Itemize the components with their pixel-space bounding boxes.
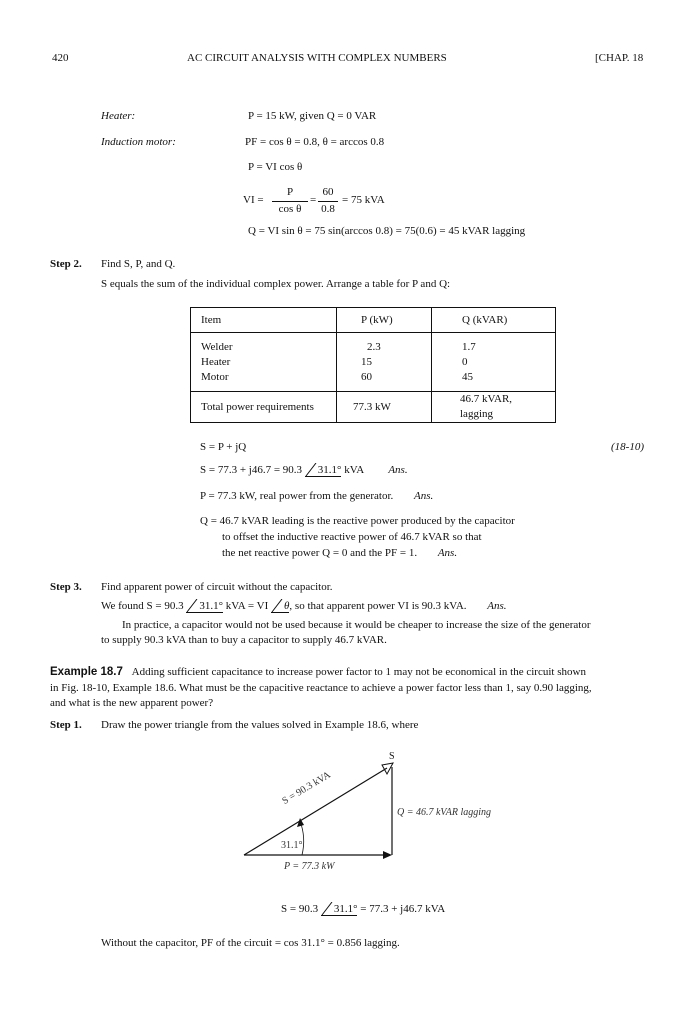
example-line-1: Example 18.7 Adding sufficient capacitance to increase power factor to 1 may not be economical in the circuit shown — [50, 666, 586, 678]
step2-desc: S equals the sum of the individual complex power. Arrange a table for P and Q: — [101, 278, 451, 290]
s-arrowhead — [382, 763, 393, 774]
row-item: Welder — [201, 341, 233, 353]
practice-line-1: In practice, a capacitor would not be used because it would be cheaper to increase the size of the generator — [122, 619, 591, 631]
step3-label: Step 3. — [50, 581, 82, 593]
motor-p-equation: P = VI cos θ — [248, 161, 303, 173]
practice-line-2: to supply 90.3 kVA than to buy a capacitor to supply 46.7 kVAR. — [101, 634, 387, 646]
col-header-q: Q (kVAR) — [432, 308, 556, 333]
example-line-2: in Fig. 18-10, Example 18.6. What must be the capacitive reactance to achieve a power factor less than 1, say 0.90 lagging, — [50, 682, 592, 694]
s-value-post: kVA — [344, 464, 364, 476]
vi-num1: P — [286, 186, 294, 198]
step2-label: Step 2. — [50, 258, 82, 270]
motor-label: Induction motor: — [101, 136, 176, 148]
equation-ref: (18-10) — [611, 441, 644, 453]
heater-equation: P = 15 kW, given Q = 0 VAR — [248, 110, 377, 122]
page-number: 420 — [52, 52, 69, 64]
running-title: AC CIRCUIT ANALYSIS WITH COMPLEX NUMBERS — [187, 52, 447, 64]
angle-label: 31.1° — [281, 840, 303, 851]
power-table — [190, 307, 556, 423]
step3-found-line: We found S = 90.3 31.1° kVA = VI θ, so that apparent power VI is 90.3 kVA. Ans. — [101, 600, 507, 612]
total-label: Total power requirements — [191, 392, 337, 423]
found-angle: 31.1° — [186, 600, 223, 613]
row-q: 1.7 — [462, 341, 476, 353]
angle-icon — [305, 463, 317, 477]
row-item: Heater — [201, 356, 231, 368]
answer-mark: Ans. — [388, 464, 408, 476]
p-arrowhead — [383, 851, 392, 859]
vi-eq: = — [310, 194, 317, 206]
step1-label: Step 1. — [50, 719, 82, 731]
final-angle: 31.1° — [321, 903, 358, 916]
step3-text: Find apparent power of circuit without the capacitor. — [101, 581, 333, 593]
row-q: 45 — [462, 371, 473, 383]
hypotenuse-label: S = 90.3 kVA — [280, 769, 333, 807]
q-side-label: Q = 46.7 kVAR lagging — [397, 807, 492, 818]
chapter-label: [CHAP. 18 — [595, 52, 644, 64]
col-header-item: Item — [191, 308, 337, 333]
power-triangle — [230, 745, 550, 880]
vi-den2: 0.8 — [321, 203, 335, 215]
step2-text: Find S, P, and Q. — [101, 258, 176, 270]
q-line-3: the net reactive power Q = 0 and the PF = 1. Ans. — [222, 547, 458, 559]
s-value-pre: S = 77.3 + j46.7 = 90.3 — [200, 464, 303, 476]
row-p: 15 — [361, 356, 372, 368]
total-q: 46.7 kVAR, lagging — [432, 392, 556, 423]
heater-label: Heater: — [101, 110, 136, 122]
vi-lhs: VI = — [243, 194, 264, 206]
angle-icon — [321, 902, 333, 916]
motor-q-equation: Q = VI sin θ = 75 sin(arccos 0.8) = 75(0.6) = 45 kVAR lagging — [248, 225, 526, 237]
vi-den1: cos θ — [278, 203, 302, 215]
found-theta-angle: θ — [271, 600, 289, 613]
vi-frac-bar1 — [272, 201, 308, 202]
answer-mark: Ans. — [437, 547, 458, 559]
p-line: P = 77.3 kW, real power from the generator. Ans. — [200, 490, 434, 502]
angle-icon — [186, 599, 198, 613]
final-s-equation: S = 90.3 31.1° = 77.3 + j46.7 kVA — [281, 903, 446, 915]
col-header-p: P (kW) — [337, 308, 432, 333]
vi-rhs: = 75 kVA — [342, 194, 385, 206]
answer-mark: Ans. — [487, 600, 507, 612]
angle-icon — [271, 599, 283, 613]
pf-line: Without the capacitor, PF of the circuit = cos 31.1° = 0.856 lagging. — [101, 937, 400, 949]
motor-pf-equation: PF = cos θ = 0.8, θ = arccos 0.8 — [245, 136, 385, 148]
s-value-angle: 31.1° — [305, 464, 342, 477]
p-side-label: P = 77.3 kW — [284, 861, 335, 872]
s-definition: S = P + jQ — [200, 441, 247, 453]
s-value-line — [200, 464, 408, 477]
answer-mark: Ans. — [414, 490, 434, 502]
q-line-1: Q = 46.7 kVAR leading is the reactive power produced by the capacitor — [200, 515, 515, 527]
row-q: 0 — [462, 356, 468, 368]
step1-text: Draw the power triangle from the values solved in Example 18.6, where — [101, 719, 419, 731]
example-line-3: and what is the new apparent power? — [50, 697, 214, 709]
row-item: Motor — [201, 371, 229, 383]
row-p: 2.3 — [367, 341, 381, 353]
total-p: 77.3 kW — [337, 392, 432, 423]
s-vertex-label: S — [389, 751, 395, 762]
q-line-2: to offset the inductive reactive power of 46.7 kVAR so that — [222, 531, 482, 543]
vi-frac-bar2 — [318, 201, 338, 202]
vi-num2: 60 — [322, 186, 334, 198]
row-p: 60 — [361, 371, 372, 383]
example-title: Example 18.7 — [50, 666, 123, 678]
